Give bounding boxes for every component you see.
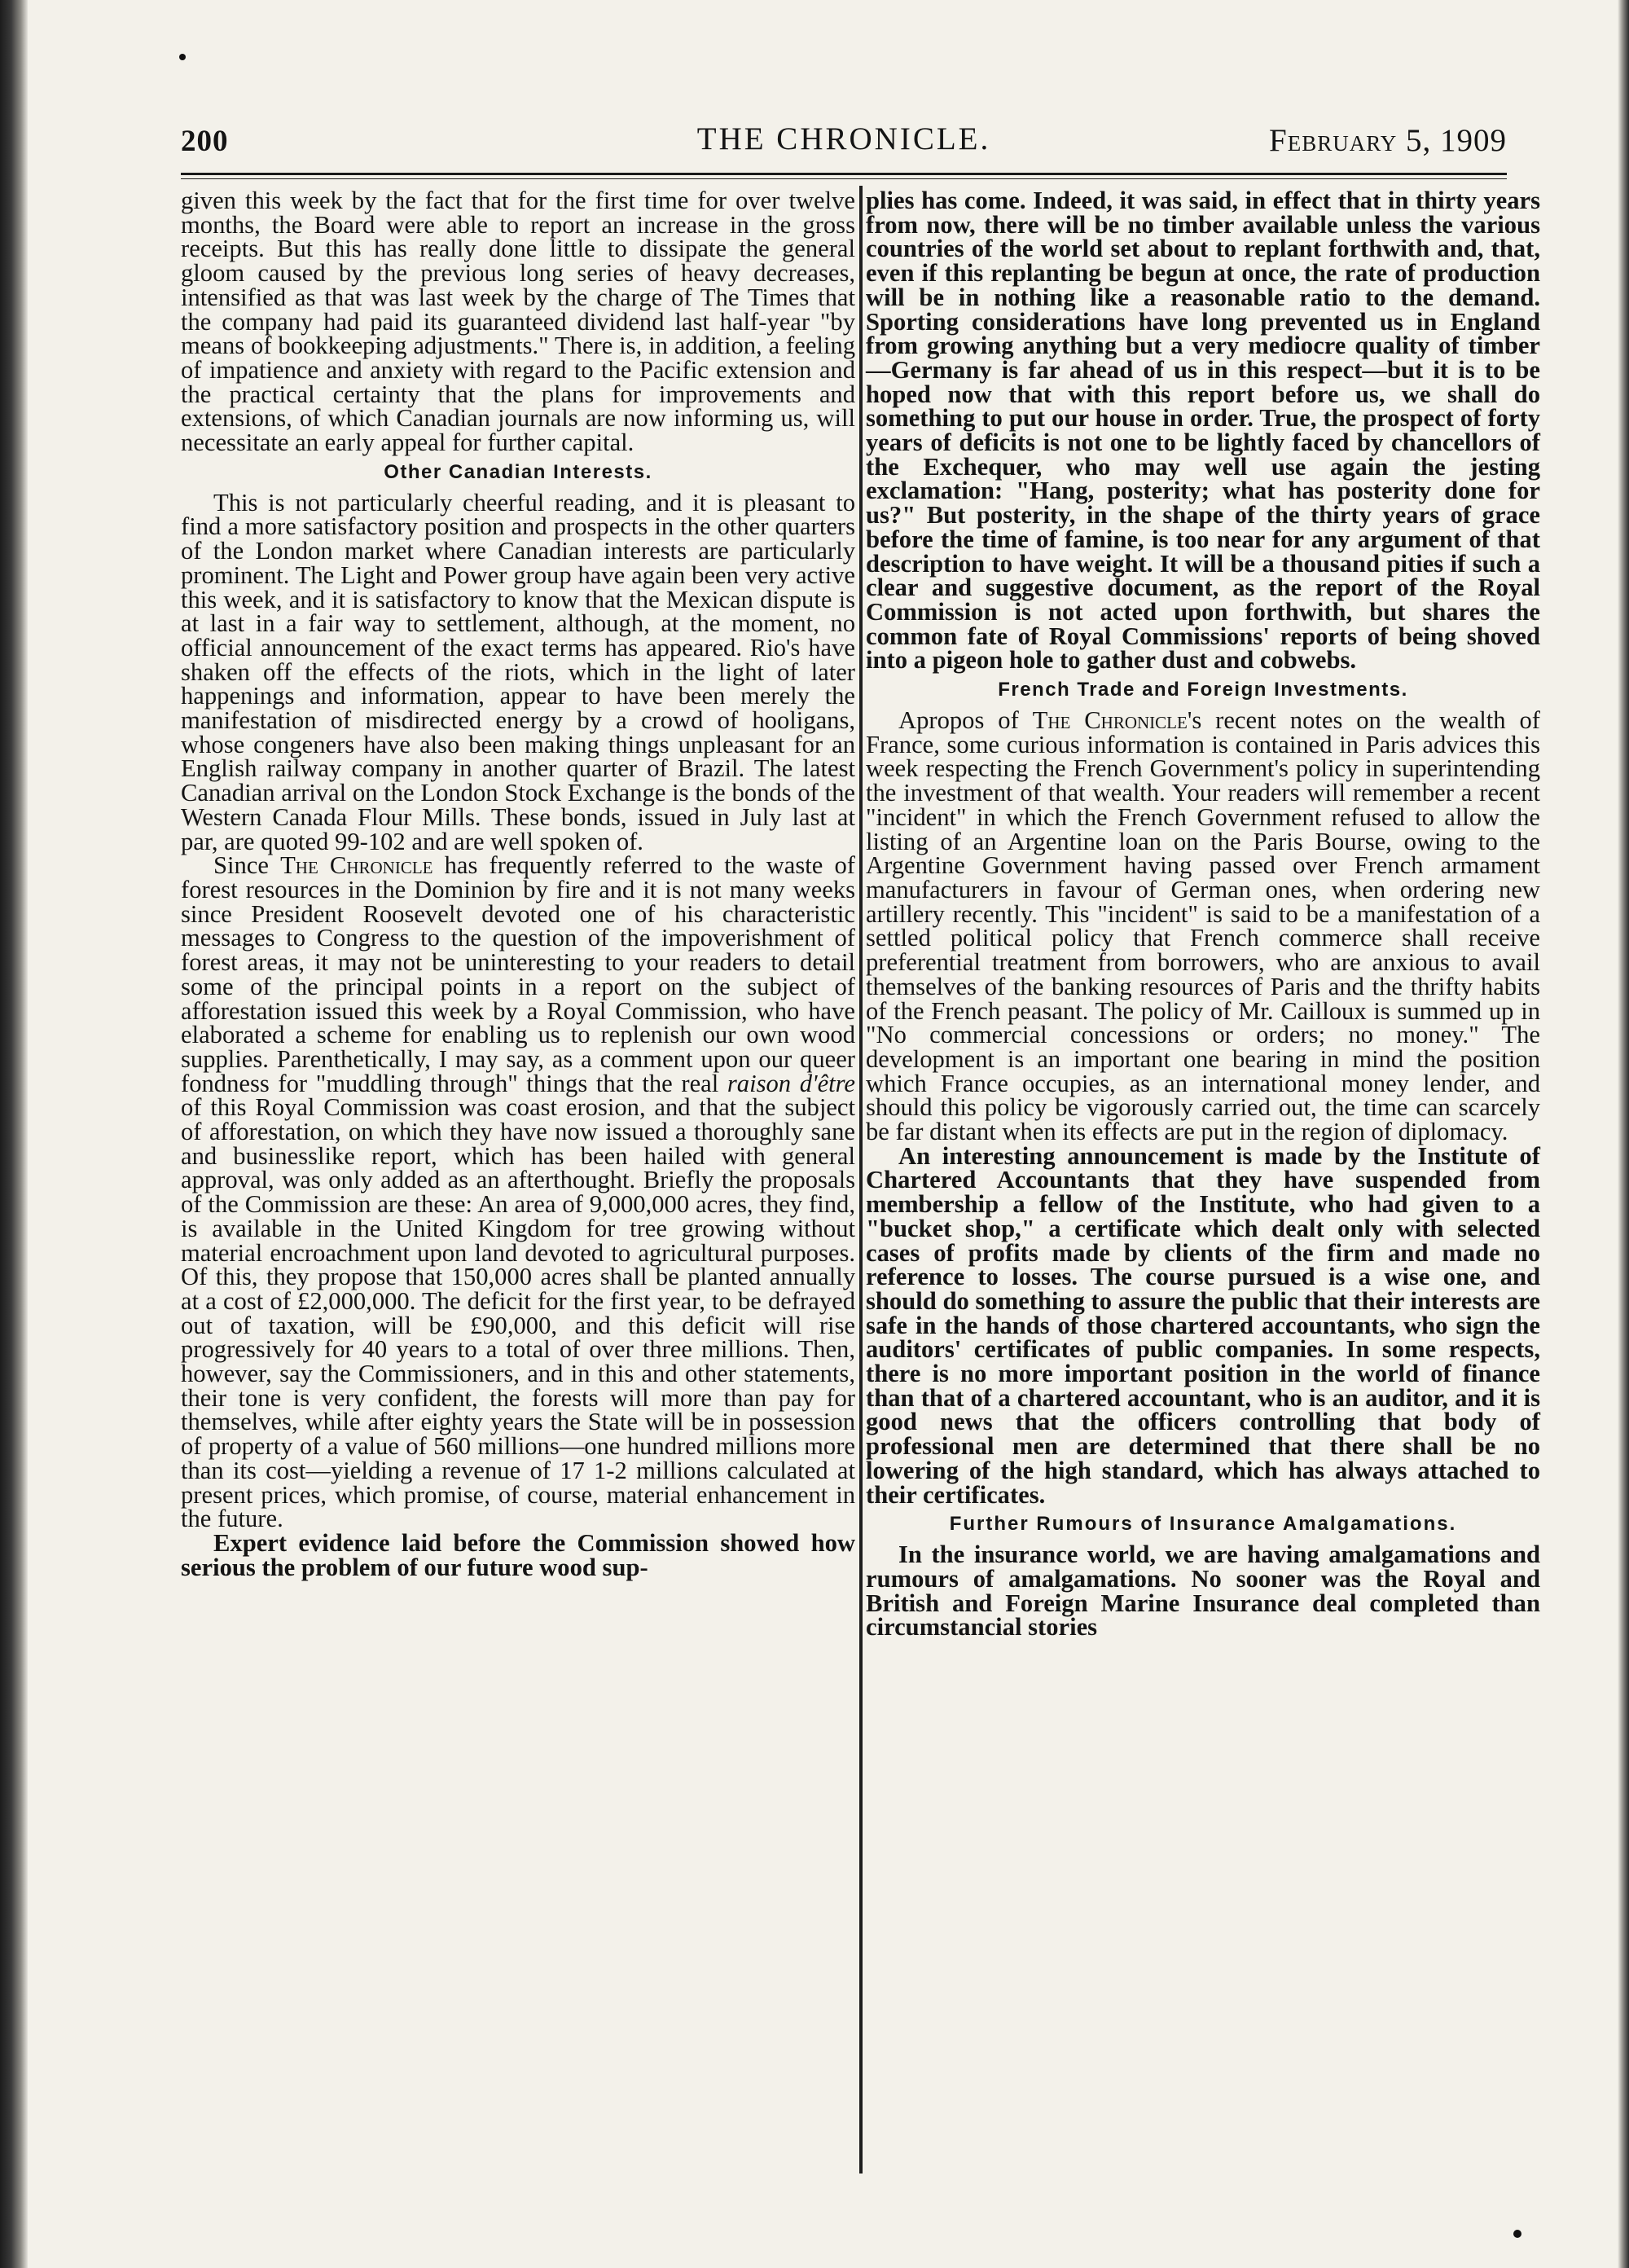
column-divider	[859, 186, 863, 2174]
paragraph: In the insurance world, we are having amalgamations and rumours of amalgamations. No sooner was the Royal and British and Foreign Marine Insurance deal completed than circumstancial stories	[866, 1541, 1540, 1642]
section-heading: Other Canadian Interests.	[384, 460, 652, 483]
journal-name-inline: The Chronicle	[280, 851, 433, 880]
journal-name-inline: The Chronicle	[1032, 706, 1188, 735]
header-rule-thin	[181, 178, 1507, 179]
paragraph: Apropos of The Chronicle's recent notes on the wealth of France, some curious information is contained in Paris advices this week respecting the French Government's policy in superintending the investment of that wealth. Your readers will remember a recent "incident" in which the French Government refused to allow the listing of an Argentine loan on the Paris Bourse, owing to the Argentine Government having passed over French armament manufacturers in favour of German ones, when ordering new artillery recently. This "incident" is said to be a manifestation of a settled political policy that French commerce shall receive preferential treatment from borrowers, who are anxious to avail themselves of the banking resources of Paris and the thrifty habits of the French peasant. The policy of Mr. Cailloux is summed up in "No commercial concessions or orders; no money." The development is an important one bearing in mind the position which France occupies, as an international money lender, and should this policy be vigorously carried out, the time can scarcely be far distant when its effects are put in the region of diplomacy.	[866, 706, 1540, 1146]
scan-edge-shadow-right	[1618, 0, 1629, 2268]
paragraph: Since The Chronicle has frequently referred to the waste of forest resources in the Dominion by fire and it is not many weeks since President Roosevelt devoted one of his characteristic messages to Congress to the question of the impoverishment of forest areas, it may not be uninteresting to your readers to detail some of the principal points in a report on the subject of afforestation issued this week by a Royal Commission, who have elaborated a scheme for enabling us to replenish our own wood supplies. Parenthetically, I may say, as a comment upon our queer fondness for "muddling through" things that the real raison d'être of this Royal Commission was coast erosion, and that the subject of afforestation, on which they have now issued a thoroughly sane and businesslike report, which has been hailed with general approval, was only added as an afterthought. Briefly the proposals of the Commission are these: An area of 9,000,000 acres, they find, is available in the United Kingdom for tree growing without material encroachment upon land devoted to agricultural purposes. Of this, they propose that 150,000 acres shall be planted annually at a cost of £2,000,000. The deficit for the first year, to be defrayed out of taxation, will be £90,000, and this deficit will rise progressively for 40 years to a total of over three millions. Then, however, say the Commissioners, and in this and other statements, their tone is very confident, the forests will more than pay for themselves, while after eighty years the State will be in possession of property of a value of 560 millions—one hundred millions more than its cost—yielding a revenue of 17 1-2 millions calculated at present prices, which promise, of course, material enhancement in the future.	[181, 851, 856, 1533]
left-column	[181, 189, 855, 1580]
section-heading: Further Rumours of Insurance Amalgamations.	[949, 1513, 1457, 1536]
page-number: 200	[181, 125, 229, 158]
print-speck	[1513, 2230, 1521, 2238]
paragraph: Expert evidence laid before the Commission showed how serious the problem of our future wood sup-	[181, 1528, 855, 1581]
paragraph: This is not particularly cheerful reading, and it is pleasant to find a more satisfactory position and prospects in the other quarters of the London market where Canadian interests are particularly prominent. The Light and Power group have again been very active this week, and it is satisfactory to know that the Mexican dispute is at last in a fair way to settlement, although, at the moment, no official announcement of the exact terms has appeared. Rio's have shaken off the effects of the riots, which in the light of later happenings and information, appear to have been merely the manifestation of misdirected energy by a crowd of hooligans, whose congeners have also been making things unpleasant for an English railway company in another quarter of Brazil. The latest Canadian arrival on the London Stock Exchange is the bonds of the Western Canada Flour Mills. These bonds, issued in July last at par, are quoted 99-102 and are well spoken of.	[181, 488, 855, 855]
issue-date: February 5, 1909	[1269, 123, 1507, 158]
paragraph: plies has come. Indeed, it was said, in effect that in thirty years from now, there will be no timber available unless the various countries of the world set about to replant forthwith and, that, even if this replanting be begun at once, the rate of production will be in nothing like a reasonable ratio to the demand. Sporting considerations have long prevented us in England from growing anything but a very mediocre quality of timber—Germany is far ahead of us in this respect—but it is to be hoped now that with this report before us, we shall do something to put our house in order. True, the prospect of forty years of deficits is not one to be lightly faced by chancellors of the Exchequer, who may well use again the jesting exclamation: "Hang, posterity; what has posterity done for us?" But posterity, in the shape of the thirty years of grace before the time of famine, is too near for any argument of that description to have weight. It will be a thousand pities if such a clear and suggestive document, as the report of the Royal Commission is not acted upon forthwith, but shares the common fate of Royal Commissions' reports of being shoved into a pigeon hole to gather dust and cobwebs.	[866, 187, 1540, 675]
italic-phrase: raison d'être	[727, 1069, 856, 1097]
page-header	[181, 121, 1507, 169]
header-rule	[181, 173, 1507, 175]
journal-title: THE CHRONICLE.	[696, 121, 991, 156]
paragraph: given this week by the fact that for the first time for over twelve months, the Board were able to report an increase in the gross receipts. But this has really done little to dissipate the general gloom caused by the previous long series of heavy decreases, intensified as that was last week by the charge of The Times that the company had paid its guaranteed dividend last half-year "by means of bookkeeping adjustments." There is, in addition, a feeling of impatience and anxiety with regard to the Pacific extension and the practical certainty that the plans for improvements and extensions, of which Canadian journals are now informing us, will necessitate an early appeal for further capital.	[181, 187, 855, 457]
paragraph: An interesting announcement is made by the Institute of Chartered Accountants that they have suspended from membership a fellow of the Institute, who had given to a "bucket shop," a certificate which dealt only with selected cases of profits made by clients of the firm and made no reference to losses. The course pursued is a wise one, and should do something to assure the public that their interests are safe in the hands of those chartered accountants, who sign the auditors' certificates of public companies. In some respects, there is no more important position in the world of finance than that of a chartered accountant, who is an auditor, and it is good news that the officers controlling that body of professional men are determined that there shall be no lowering of the high standard, which has always attached to their certificates.	[866, 1141, 1540, 1509]
print-speck	[179, 54, 186, 60]
section-heading: French Trade and Foreign Investments.	[998, 679, 1408, 701]
scan-edge-shadow	[0, 0, 28, 2268]
right-column	[866, 189, 1540, 1640]
